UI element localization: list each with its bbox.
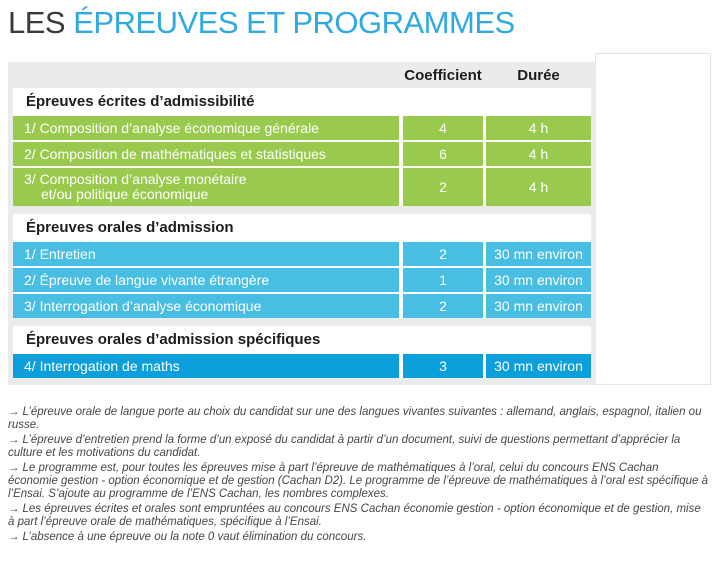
row-label-line1: 1/ Composition d’analyse économique générale [24,119,319,136]
row-coefficient-cell: 2 [403,242,483,266]
footnote-item [8,531,710,544]
exams-table [8,62,596,385]
table-section [13,88,591,206]
row-duree-cell: 4 h [486,142,591,166]
table-row [13,116,591,140]
row-label-cell [13,294,399,318]
row-coefficient-cell: 2 [403,168,483,206]
row-label-cell [13,268,399,292]
arrow-icon: → [8,406,20,418]
row-label-cell [13,116,399,140]
footnote-item [8,503,710,529]
footnote-item [8,406,710,432]
row-label-cell [13,354,399,378]
row-label-cell [13,168,399,206]
footnote-text: Le programme est, pour toutes les épreuves mise à part l’épreuve de mathématiques à l’oral, celui du concours ENS Cachan économie gestion - option économique et de gestion (Cachan D2). Le programme de l’épreuve de mathématiques à l’oral est spécifique à l’Ensai. S’ajoute au programme de l’ENS Cachan, les nombres complexes. [8,462,708,500]
page-title-prefix: LES [8,5,74,40]
footnote-text: Les épreuves écrites et orales sont empruntées au concours ENS Cachan économie gestion - option économique et de gestion, mise à part l’épreuve orale de mathématiques, spécifique à l’Ensai. [8,503,701,528]
table-section [13,326,591,378]
table-sections [13,88,591,378]
row-label-line2: et/ou politique économique [41,186,209,202]
row-label-line1: 2/ Composition de mathématiques et statistiques [24,145,326,162]
row-coefficient-cell: 1 [403,268,483,292]
right-white-panel [595,53,711,385]
row-label-line1: 2/ Épreuve de langue vivante étrangère [24,271,270,288]
page-title [8,5,515,41]
table-row [13,168,591,206]
table-header-row [13,62,591,88]
table-section [13,214,591,318]
column-header-coefficient: Coefficient [404,66,482,84]
footnote-text: L’épreuve d’entretien prend la forme d’un exposé du candidat à partir d’un document, suivi de questions permettant d’apprécier la culture et les motivations du candidat. [8,434,681,459]
row-duree-cell: 30 mn environ [486,294,591,318]
arrow-icon: → [8,503,20,515]
arrow-icon: → [8,434,20,446]
row-label-cell [13,242,399,266]
row-coefficient-cell: 2 [403,294,483,318]
table-row [13,268,591,292]
row-duree-cell: 30 mn environ [486,268,591,292]
column-header-duree: Durée [517,66,560,84]
row-duree-cell: 4 h [486,116,591,140]
table-row [13,142,591,166]
table-row [13,354,591,378]
row-duree-cell: 4 h [486,168,591,206]
footnote-text: L’absence à une épreuve ou la note 0 vaut élimination du concours. [22,531,367,543]
row-label-cell [13,142,399,166]
row-coefficient-cell: 4 [403,116,483,140]
section-title: Épreuves orales d’admission spécifiques [26,330,321,348]
row-label-line1: 4/ Interrogation de maths [24,357,180,374]
row-label-line1: 1/ Entretien [24,245,96,262]
table-row [13,242,591,266]
section-title: Épreuves orales d’admission [26,218,234,236]
arrow-icon: → [8,531,20,543]
row-label-line1: 3/ Interrogation d’analyse économique [24,297,262,314]
row-duree-cell: 30 mn environ [486,242,591,266]
footnote-item [8,434,710,460]
arrow-icon: → [8,462,20,474]
section-title: Épreuves écrites d’admissibilité [26,92,255,110]
row-coefficient-cell: 6 [403,142,483,166]
page-title-highlight: ÉPREUVES ET PROGRAMMES [73,5,515,40]
row-duree-cell: 30 mn environ [486,354,591,378]
row-coefficient-cell: 3 [403,354,483,378]
footnotes [8,406,710,546]
footnote-text: L’épreuve orale de langue porte au choix du candidat sur une des langues vivantes suivantes : allemand, anglais, espagnol, italien ou russe. [8,406,702,431]
row-label-line1: 3/ Composition d’analyse monétaire [24,171,247,187]
footnote-item [8,462,710,501]
table-row [13,294,591,318]
